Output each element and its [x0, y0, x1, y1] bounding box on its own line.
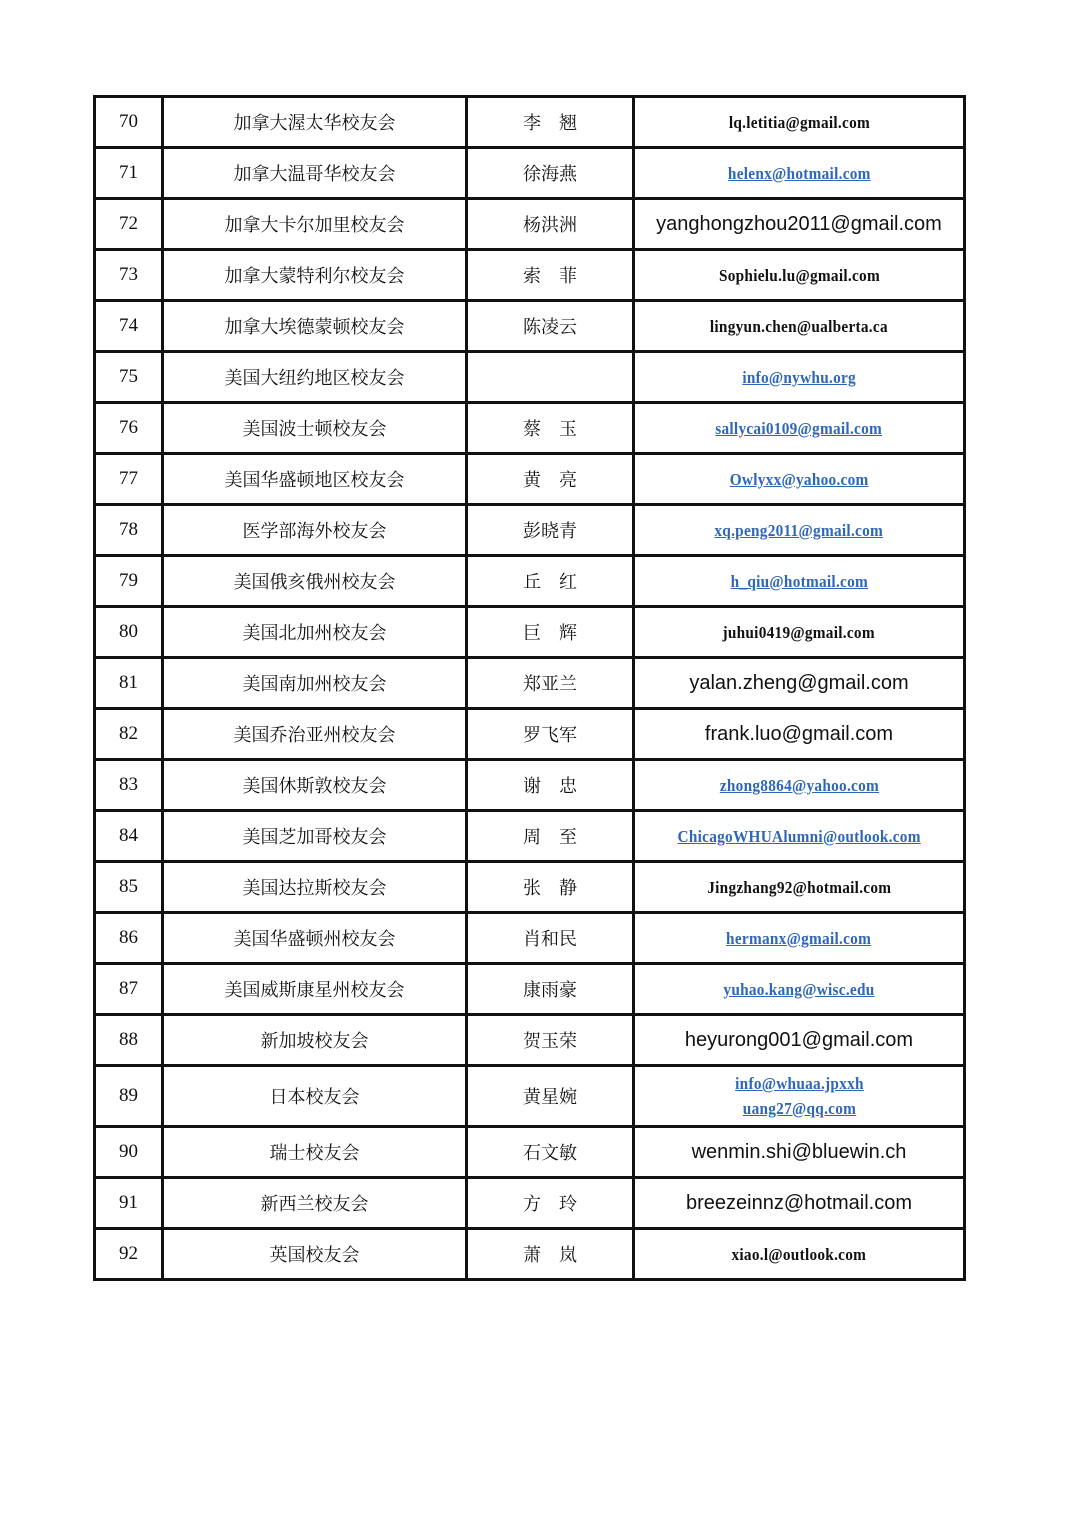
row-number: 72 [95, 199, 163, 250]
email-text: lingyun.chen@ualberta.ca [709, 316, 888, 336]
row-number: 70 [95, 97, 163, 148]
table-row [95, 97, 965, 148]
contact-name: 方 玲 [467, 1178, 634, 1229]
email-cell [634, 454, 965, 505]
organization-name: 英国校友会 [163, 1229, 467, 1280]
row-number: 89 [95, 1066, 163, 1127]
organization-name: 加拿大埃德蒙顿校友会 [163, 301, 467, 352]
email-cell [634, 913, 965, 964]
email-link[interactable]: sallycai0109@gmail.com [715, 418, 883, 438]
contact-name: 黄 亮 [467, 454, 634, 505]
organization-name: 加拿大温哥华校友会 [163, 148, 467, 199]
row-number: 84 [95, 811, 163, 862]
contact-name: 索 菲 [467, 250, 634, 301]
organization-name: 美国北加州校友会 [163, 607, 467, 658]
contact-name: 徐海燕 [467, 148, 634, 199]
email-cell [634, 862, 965, 913]
email-text: yanghongzhou2011@gmail.com [656, 212, 942, 235]
table-row [95, 352, 965, 403]
email-text: xiao.l@outlook.com [731, 1244, 867, 1264]
row-number: 82 [95, 709, 163, 760]
organization-name: 美国芝加哥校友会 [163, 811, 467, 862]
email-link[interactable]: helenx@hotmail.com [727, 163, 871, 183]
contact-name: 萧 岚 [467, 1229, 634, 1280]
organization-name: 瑞士校友会 [163, 1127, 467, 1178]
organization-name: 美国俄亥俄州校友会 [163, 556, 467, 607]
email-text: yalan.zheng@gmail.com [689, 671, 909, 694]
table-row [95, 199, 965, 250]
email-cell [634, 760, 965, 811]
contact-name [467, 352, 634, 403]
row-number: 79 [95, 556, 163, 607]
table-row [95, 1229, 965, 1280]
row-number: 75 [95, 352, 163, 403]
table-row [95, 964, 965, 1015]
table-row [95, 1178, 965, 1229]
email-link[interactable]: xq.peng2011@gmail.com [714, 520, 884, 540]
email-link[interactable]: ChicagoWHUAlumni@outlook.com [677, 826, 921, 846]
organization-name: 加拿大卡尔加里校友会 [163, 199, 467, 250]
contact-name: 陈凌云 [467, 301, 634, 352]
table-row [95, 505, 965, 556]
email-link[interactable]: hermanx@gmail.com [726, 928, 872, 948]
email-cell [634, 403, 965, 454]
contact-name: 丘 红 [467, 556, 634, 607]
row-number: 78 [95, 505, 163, 556]
table-row [95, 811, 965, 862]
organization-name: 医学部海外校友会 [163, 505, 467, 556]
table-row [95, 913, 965, 964]
row-number: 74 [95, 301, 163, 352]
table-row [95, 454, 965, 505]
email-link[interactable]: yuhao.kang@wisc.edu [723, 979, 875, 999]
contact-name: 贺玉荣 [467, 1015, 634, 1066]
email-text: Sophielu.lu@gmail.com [718, 265, 880, 285]
email-link[interactable]: h_qiu@hotmail.com [730, 571, 868, 591]
contact-name: 郑亚兰 [467, 658, 634, 709]
email-cell [634, 658, 965, 709]
table-row [95, 1066, 965, 1127]
email-cell [634, 352, 965, 403]
email-text: lq.letitia@gmail.com [728, 112, 870, 132]
organization-name: 加拿大渥太华校友会 [163, 97, 467, 148]
row-number: 81 [95, 658, 163, 709]
email-cell [634, 964, 965, 1015]
organization-name: 美国大纽约地区校友会 [163, 352, 467, 403]
table-row [95, 403, 965, 454]
organization-name: 美国华盛顿州校友会 [163, 913, 467, 964]
email-link[interactable]: info@whuaa.jpxxh uang27@qq.com [734, 1074, 864, 1118]
email-cell [634, 1015, 965, 1066]
row-number: 71 [95, 148, 163, 199]
organization-name: 美国华盛顿地区校友会 [163, 454, 467, 505]
email-cell [634, 607, 965, 658]
table-row [95, 760, 965, 811]
row-number: 91 [95, 1178, 163, 1229]
contact-name: 彭晓青 [467, 505, 634, 556]
table-row [95, 709, 965, 760]
organization-name: 美国威斯康星州校友会 [163, 964, 467, 1015]
contact-name: 李 翘 [467, 97, 634, 148]
table-row [95, 658, 965, 709]
organization-name: 美国达拉斯校友会 [163, 862, 467, 913]
table-row [95, 607, 965, 658]
email-cell [634, 1127, 965, 1178]
table-row [95, 556, 965, 607]
contact-name: 康雨豪 [467, 964, 634, 1015]
email-cell [634, 811, 965, 862]
row-number: 80 [95, 607, 163, 658]
row-number: 73 [95, 250, 163, 301]
email-text: frank.luo@gmail.com [704, 722, 894, 745]
contact-name: 谢 忠 [467, 760, 634, 811]
contact-name: 周 至 [467, 811, 634, 862]
contact-name: 杨洪洲 [467, 199, 634, 250]
email-cell [634, 505, 965, 556]
table-row [95, 301, 965, 352]
email-cell [634, 199, 965, 250]
email-cell [634, 97, 965, 148]
email-cell [634, 1178, 965, 1229]
table-row [95, 862, 965, 913]
row-number: 77 [95, 454, 163, 505]
alumni-contact-table [93, 95, 966, 1281]
table-row [95, 1127, 965, 1178]
contact-name: 肖和民 [467, 913, 634, 964]
email-cell [634, 301, 965, 352]
email-link[interactable]: Owlyxx@yahoo.com [729, 469, 869, 489]
row-number: 76 [95, 403, 163, 454]
email-cell [634, 1066, 965, 1127]
email-link[interactable]: zhong8864@yahoo.com [719, 775, 879, 795]
email-cell [634, 709, 965, 760]
organization-name: 新加坡校友会 [163, 1015, 467, 1066]
table-row [95, 1015, 965, 1066]
email-cell [634, 148, 965, 199]
organization-name: 新西兰校友会 [163, 1178, 467, 1229]
organization-name: 美国乔治亚州校友会 [163, 709, 467, 760]
organization-name: 日本校友会 [163, 1066, 467, 1127]
contact-name: 石文敏 [467, 1127, 634, 1178]
email-text: heyurong001@gmail.com [684, 1028, 914, 1051]
row-number: 87 [95, 964, 163, 1015]
email-text: Jingzhang92@hotmail.com [706, 877, 892, 897]
email-link[interactable]: info@nywhu.org [742, 367, 856, 387]
email-cell [634, 556, 965, 607]
email-text: wenmin.shi@bluewin.ch [691, 1140, 907, 1163]
table-row [95, 250, 965, 301]
contact-name: 罗飞军 [467, 709, 634, 760]
row-number: 88 [95, 1015, 163, 1066]
organization-name: 美国波士顿校友会 [163, 403, 467, 454]
contact-name: 张 静 [467, 862, 634, 913]
table-row [95, 148, 965, 199]
organization-name: 加拿大蒙特利尔校友会 [163, 250, 467, 301]
row-number: 85 [95, 862, 163, 913]
contact-name: 蔡 玉 [467, 403, 634, 454]
email-cell [634, 1229, 965, 1280]
organization-name: 美国休斯敦校友会 [163, 760, 467, 811]
contact-name: 巨 辉 [467, 607, 634, 658]
row-number: 86 [95, 913, 163, 964]
row-number: 83 [95, 760, 163, 811]
email-cell [634, 250, 965, 301]
contact-name: 黄星婉 [467, 1066, 634, 1127]
organization-name: 美国南加州校友会 [163, 658, 467, 709]
row-number: 92 [95, 1229, 163, 1280]
email-text: breezeinnz@hotmail.com [686, 1191, 912, 1214]
row-number: 90 [95, 1127, 163, 1178]
email-text: juhui0419@gmail.com [722, 622, 876, 642]
